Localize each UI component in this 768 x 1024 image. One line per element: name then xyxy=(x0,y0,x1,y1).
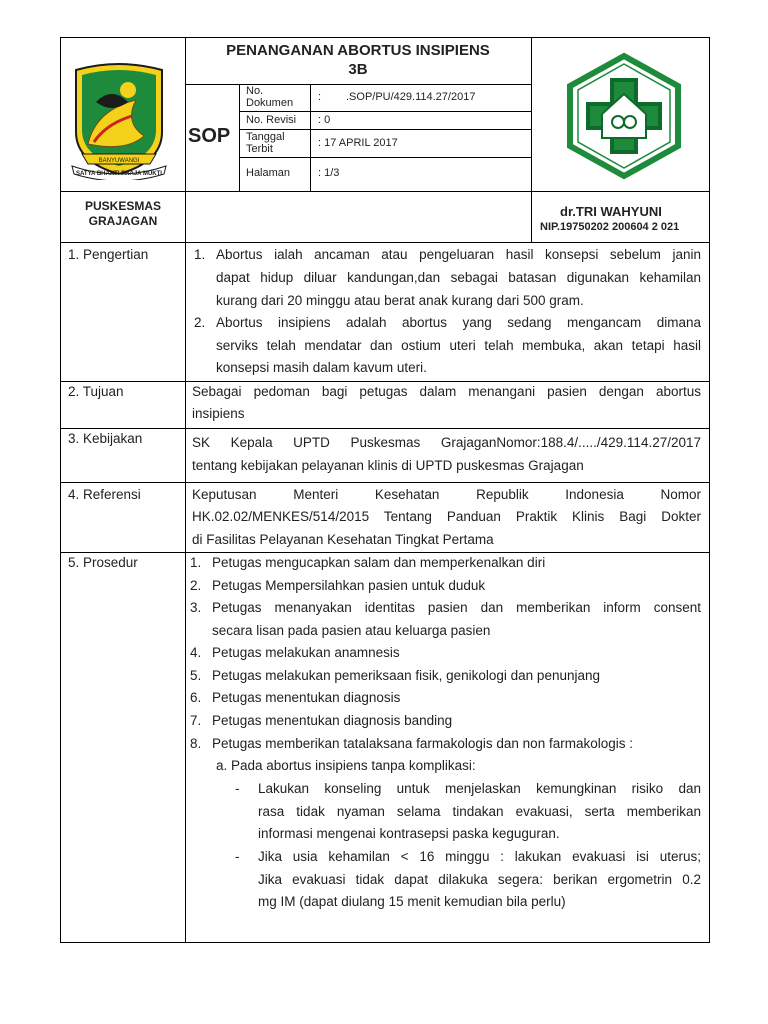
meta-value-no-revisi: : 0 xyxy=(318,114,331,126)
prosedur-step-number: 6. xyxy=(190,690,202,705)
prosedur-step-number: 4. xyxy=(190,645,202,660)
meta-label-tanggal-terbit: Tanggal Terbit xyxy=(246,131,285,155)
kebijakan-line: SK Kepala UPTD Puskesmas GrajaganNomor:188.4/...../429.114.27/2017 xyxy=(192,435,701,450)
tujuan-line: Sebagai pedoman bagi petugas dalam menangani pasien dengan abortus xyxy=(192,384,701,399)
signer-name: dr.TRI WAHYUNI xyxy=(560,204,662,219)
pengertian-item-number: 2. xyxy=(194,315,206,330)
prosedur-step-line: Petugas menentukan diagnosis xyxy=(212,690,401,705)
section-label-prosedur: 5. Prosedur xyxy=(68,555,138,570)
meta-value-tanggal-terbit: : 17 APRIL 2017 xyxy=(318,137,398,149)
pengertian-item-line: Abortus insipiens adalah abortus yang sedang mengancam dimana xyxy=(216,315,701,330)
sop-label: SOP xyxy=(188,125,231,147)
prosedur-bullet-line: informasi mengenai kontrasepsi paska keguguran. xyxy=(258,826,560,841)
pengertian-item-line: dapat hidup diluar kandungan,dan sebagai batasan digunakan kehamilan xyxy=(216,270,701,285)
prosedur-step-number: 3. xyxy=(190,600,202,615)
divider-title-row xyxy=(185,84,531,85)
section-label-pengertian: 1. Pengertian xyxy=(68,247,149,262)
border-top xyxy=(60,37,710,38)
prosedur-sub-item-a: a. Pada abortus insipiens tanpa komplikasi: xyxy=(216,758,476,773)
divider-meta-1 xyxy=(239,111,531,112)
section-label-referensi: 4. Referensi xyxy=(68,487,141,502)
prosedur-step-line: Petugas melakukan pemeriksaan fisik, genikologi dan penunjang xyxy=(212,668,600,683)
prosedur-bullet-line: Jika usia kehamilan < 16 minggu : lakukan evakuasi isi uterus; xyxy=(258,849,701,864)
section-label-kebijakan: 3. Kebijakan xyxy=(68,431,143,446)
referensi-line: di Fasilitas Pelayanan Kesehatan Tingkat Pertama xyxy=(192,532,494,547)
banyuwangi-crest-logo xyxy=(66,62,172,180)
prosedur-step-number: 8. xyxy=(190,736,202,751)
pengertian-item-line: konsepsi masih dalam kavum uteri. xyxy=(216,360,427,375)
border-bottom xyxy=(60,942,710,943)
org-name-line1: PUSKESMAS xyxy=(84,199,161,213)
meta-label-no-revisi: No. Revisi xyxy=(246,114,297,126)
referensi-line: HK.02.02/MENKES/514/2015 Tentang Panduan Praktik Klinis Bagi Dokter xyxy=(192,509,701,524)
referensi-line: Keputusan Menteri Kesehatan Republik Indonesia Nomor xyxy=(192,487,701,502)
tujuan-line: insipiens xyxy=(192,406,245,421)
prosedur-step-line: Petugas melakukan anamnesis xyxy=(212,645,400,660)
divider-meta-label xyxy=(310,84,311,191)
divider-signature-bottom xyxy=(60,242,710,243)
divider-tujuan xyxy=(60,428,710,429)
prosedur-bullet-dash: - xyxy=(235,781,240,796)
prosedur-step-number: 7. xyxy=(190,713,202,728)
prosedur-bullet-dash: - xyxy=(235,849,240,864)
prosedur-bullet-line: Lakukan konseling untuk menjelaskan kemungkinan risiko dan xyxy=(258,781,701,796)
pengertian-item-line: serviks telah mendatar dan ostium uteri telah membuka, akan tetapi hasil xyxy=(216,338,701,353)
border-left xyxy=(60,37,61,943)
prosedur-bullet-line: mg IM (dapat diulang 15 menit kemudian bila perlu) xyxy=(258,894,566,909)
prosedur-step-line: Petugas menanyakan identitas pasien dan memberikan inform consent xyxy=(212,600,701,615)
signer-nip: NIP.19750202 200604 2 021 xyxy=(540,221,680,233)
divider-logo-column xyxy=(531,37,532,243)
divider-kebijakan xyxy=(60,482,710,483)
org-name-line2: GRAJAGAN xyxy=(88,214,158,228)
meta-label-no-dokumen: No. Dokumen xyxy=(246,85,294,109)
document-title-line2: 3B xyxy=(348,61,368,78)
prosedur-step-line: Petugas menentukan diagnosis banding xyxy=(212,713,453,728)
divider-sop-column xyxy=(239,84,240,191)
prosedur-step-number: 2. xyxy=(190,578,202,593)
divider-meta-3 xyxy=(239,157,531,158)
meta-value-halaman: : 1/3 xyxy=(318,167,340,179)
pengertian-item-line: Abortus ialah ancaman atau pengeluaran hasil konsepsi sebelum janin xyxy=(216,247,701,262)
crest-banner-text: BANYUWANGI xyxy=(98,158,140,164)
prosedur-step-line: secara lisan pada pasien atau keluarga pasien xyxy=(212,623,491,638)
border-right xyxy=(709,37,710,943)
prosedur-step-line: Petugas mengucapkan salam dan memperkenalkan diri xyxy=(212,555,546,570)
pengertian-item-line: kurang dari 20 minggu atau berat anak kurang dari 500 gram. xyxy=(216,293,584,308)
prosedur-step-number: 5. xyxy=(190,668,202,683)
divider-header-bottom xyxy=(60,191,710,192)
meta-label-halaman: Halaman xyxy=(246,167,291,179)
prosedur-bullet-line: Jika evakuasi tidak dapat dilakuka segera: berikan ergometrin 0.2 xyxy=(258,872,701,887)
document-title-line1: PENANGANAN ABORTUS INSIPIENS xyxy=(226,42,490,59)
meta-value-no-dokumen: .SOP/PU/429.114.27/2017 xyxy=(346,91,476,103)
prosedur-bullet-line: rasa tidak nyaman selama tindakan evakuasi, serta memberikan xyxy=(258,804,701,819)
divider-label-column xyxy=(185,37,186,943)
prosedur-step-line: Petugas Mempersilahkan pasien untuk duduk xyxy=(212,578,486,593)
crest-motto-text: SATYA BHAKTI PRAJA MUKTI xyxy=(76,171,162,177)
meta-colon-no-dokumen: : xyxy=(318,91,322,103)
pengertian-item-number: 1. xyxy=(194,247,206,262)
prosedur-step-number: 1. xyxy=(190,555,202,570)
prosedur-step-line: Petugas memberikan tatalaksana farmakologis dan non farmakologis : xyxy=(212,736,633,751)
kebijakan-line: tentang kebijakan pelayanan klinis di UPTD puskesmas Grajagan xyxy=(192,458,584,473)
divider-meta-2 xyxy=(239,129,531,130)
section-label-tujuan: 2. Tujuan xyxy=(68,384,124,399)
puskesmas-cross-logo xyxy=(560,52,688,180)
